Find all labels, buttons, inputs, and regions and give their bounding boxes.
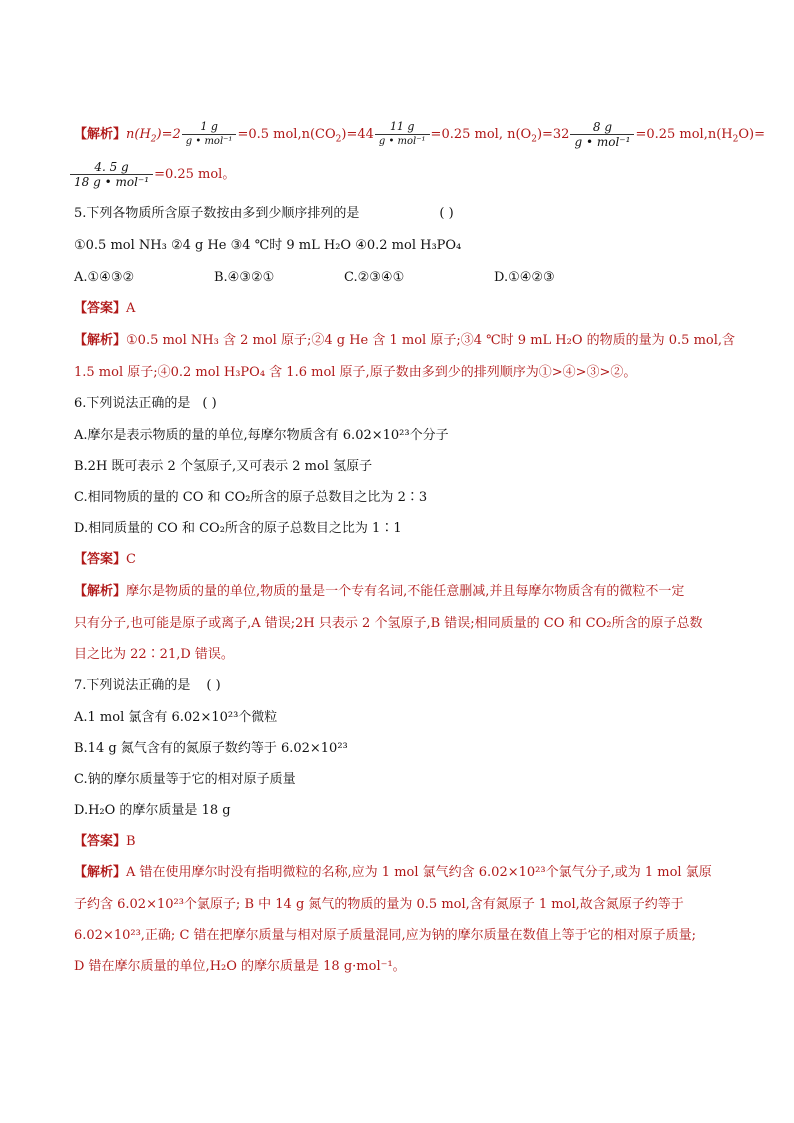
analysis-label: 【解析】 [74,127,127,142]
q5-analysis-1: 【解析】①0.5 mol NH₃ 含 2 mol 原子;②4 g He 含 1 mol 原子;③4 ℃时 9 mL H₂O 的物质的量为 0.5 mol,含 [74,333,736,348]
q5-stem: 5.下列各物质所含原子数按由多到少顺序排列的是 ( ) [74,206,454,221]
q7-answer: 【答案】B [74,834,136,849]
q4-eq4: =0.25 mol。 [154,167,236,182]
q7-stem: 7.下列说法正确的是 ( ) [74,678,221,693]
q4-fraction-2: $\frac{11 g}{\text{g • mol⁻¹}}$ [375,120,430,149]
q4-fraction-1: $\frac{1 g}{\text{g • mol⁻¹}}$ [182,120,237,149]
q4-eq2: =0.25 mol, $n(O_2)=32$ [430,127,570,145]
q7-analysis-1: 【解析】A 错在使用摩尔时没有指明微粒的名称,应为 1 mol 氯气约含 6.02×10²³个氯气分子,或为 1 mol 氯原 [74,865,712,880]
q5-options [74,269,555,287]
q7-analysis-2: 子约含 6.02×10²³个氯原子; B 中 14 g 氮气的物质的量为 0.5 mol,含有氮原子 1 mol,故含氮原子约等于 [74,897,684,912]
q4-analysis-line [74,120,765,150]
q5-option-a[interactable]: A.①④③② [74,270,135,285]
q7-option-d[interactable]: D.H₂O 的摩尔质量是 18 g [74,803,231,818]
q7-option-c[interactable]: C.钠的摩尔质量等于它的相对原子质量 [74,772,296,787]
q4-nh2: $n(H_2)=2$ [126,127,181,145]
q5-answer: 【答案】A [74,301,136,316]
q6-stem: 6.下列说法正确的是 ( ) [74,396,217,411]
q5-option-b[interactable]: B.④③②① [214,270,275,285]
q6-option-c[interactable]: C.相同物质的量的 CO 和 CO₂所含的原子总数目之比为 2∶3 [74,490,428,505]
q7-answer-value: B [126,834,136,849]
q7-answer-paren: ( ) [206,678,221,693]
q6-analysis-1: 【解析】摩尔是物质的量的单位,物质的量是一个专有名词,不能任意删减,并且每摩尔物质含有的微粒不一定 [74,584,685,599]
q7-option-b[interactable]: B.14 g 氮气含有的氮原子数约等于 6.02×10²³ [74,741,348,756]
q5-answer-paren: ( ) [439,206,454,221]
q5-analysis-2: 1.5 mol 原子;④0.2 mol H₃PO₄ 含 1.6 mol 原子,原子数由多到少的排列顺序为①>④>③>②。 [74,365,637,380]
q7-analysis-3: 6.02×10²³,正确; C 错在把摩尔质量与相对原子质量混同,应为钠的摩尔质量在数值上等于它的相对原子质量; [74,928,697,943]
q6-answer: 【答案】C [74,552,136,567]
q4-fraction-3: $\frac{8 g}{\text{g • mol⁻¹}}$ [570,120,634,149]
q7-analysis-4: D 错在摩尔质量的单位,H₂O 的摩尔质量是 18 g·mol⁻¹。 [74,959,406,974]
q4-eq1: =0.5 $mol,n(CO_2)=44$ [237,127,374,145]
q6-analysis-3: 目之比为 22∶21,D 错误。 [74,647,234,662]
q5-option-c[interactable]: C.②③④① [344,270,405,285]
q6-answer-paren: ( ) [202,396,217,411]
q6-option-d[interactable]: D.相同质量的 CO 和 CO₂所含的原子总数目之比为 1∶1 [74,521,402,536]
q6-option-b[interactable]: B.2H 既可表示 2 个氢原子,又可表示 2 mol 氢原子 [74,459,373,474]
q6-analysis-2: 只有分子,也可能是原子或离子,A 错误;2H 只表示 2 个氢原子,B 错误;相同质量的 CO 和 CO₂所含的原子总数 [74,616,703,631]
q4-eq3: =0.25 $mol,n(H_2O)=$ [635,127,765,145]
q5-option-d[interactable]: D.①④②③ [494,270,555,285]
q4-analysis-line-2 [74,160,235,190]
q6-option-a[interactable]: A.摩尔是表示物质的量的单位,每摩尔物质含有 6.02×10²³个分子 [74,428,449,443]
q7-option-a[interactable]: A.1 mol 氯含有 6.02×10²³个微粒 [74,710,278,725]
q4-fraction-4: $\frac{4. 5 g}{\text{18 g • mol⁻¹}}$ [70,160,153,189]
q5-items: ①0.5 mol NH₃ ②4 g He ③4 ℃时 9 mL H₂O ④0.2 mol H₃PO₄ [74,238,462,253]
q6-answer-value: C [126,552,136,567]
q5-answer-value: A [126,301,136,316]
